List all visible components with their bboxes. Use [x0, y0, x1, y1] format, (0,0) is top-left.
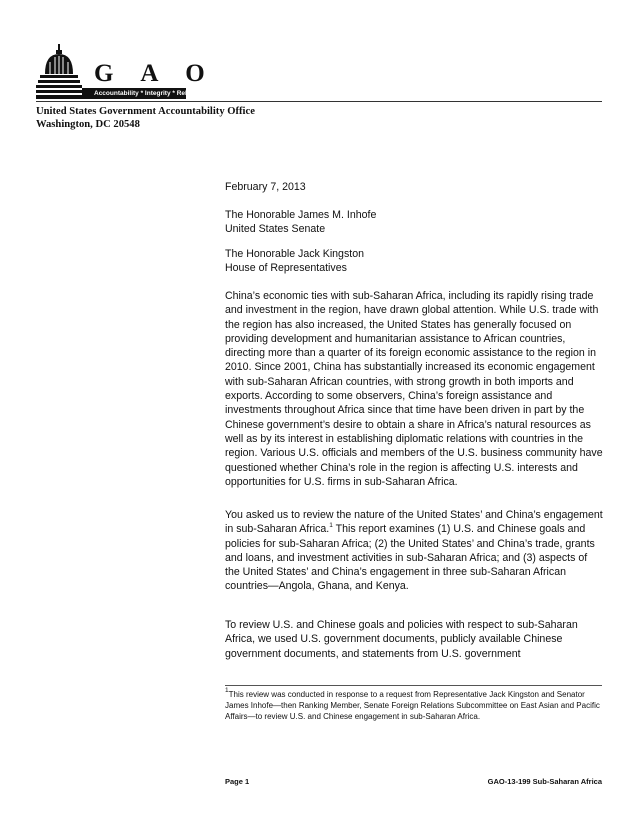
addressee-1-org: United States Senate [225, 223, 326, 236]
paragraph-2-text-a: You asked us to review the nature of the United States’ and China’s engagement in sub-Saharan Africa. [225, 509, 603, 536]
agency-name: United States Government Accountability Office [36, 106, 255, 117]
header-rule [36, 101, 602, 102]
paragraph-2-text-b: This report examines (1) U.S. and Chinese goals and policies for sub-Saharan Africa; (2) the United States’ and China’s trade, grants and loans, and investment activities in sub-Saharan Africa; and (3) aspects of the United States’ and China’s engagement in three sub-Saharan African countries—Angola, Ghana, and Kenya. [225, 523, 595, 593]
footnote-rule [225, 685, 602, 686]
agency-address: Washington, DC 20548 [36, 118, 140, 130]
addressee-2-name: The Honorable Jack Kingston [225, 248, 364, 260]
report-id: GAO-13-199 Sub-Saharan Africa [487, 777, 602, 786]
paragraph-2 [225, 508, 603, 594]
addressee-2 [225, 247, 603, 276]
footnote-text: This review was conducted in response to a request from Representative Jack Kingston and Senator James Inhofe—then Ranking Member, Senate Foreign Relations Subcommittee on East Asian and Pacific Affairs—to review U.S. and Chinese engagement in sub-Saharan Africa. [225, 690, 600, 721]
paragraph-1 [225, 289, 603, 489]
paragraph-1-text: China’s economic ties with sub-Saharan Africa, including its rapidly rising trade and investment in the region, have drawn global attention. While U.S. trade with the region has also increased, the United States has generally focused on providing development and humanitarian assistance to African countries, directing more than a quarter of its foreign economic assistance to the region in 2010. Since 2001, China has substantially increased its economic engagement with sub-Saharan African countries, with strong growth in both imports and exports. According to some observers, China’s foreign assistance and investments throughout Africa since that time have been driven in part by the Chinese government’s desire to obtain a share in Africa’s natural resources as well as by its interest in establishing diplomatic relations with countries in the region. Various U.S. officials and members of the U.S. business community have questioned whether China’s role in the region is affecting U.S. interests and opportunities for U.S. firms in sub-Saharan Africa. [225, 290, 603, 488]
paragraph-3 [225, 618, 603, 661]
paragraph-3-text: To review U.S. and Chinese goals and policies with respect to sub-Saharan Africa, we used U.S. government documents, publicly available Chinese government documents, and statements from U.S. government [225, 619, 578, 660]
addressee-1-name: The Honorable James M. Inhofe [225, 209, 377, 221]
agency-block [36, 106, 255, 131]
letter-date: February 7, 2013 [225, 181, 306, 193]
addressee-2-org: House of Representatives [225, 262, 347, 275]
gao-tagline: Accountability * Integrity * Reliability [94, 90, 208, 97]
footnote-ref[interactable]: 1 [329, 521, 333, 529]
footnote [225, 687, 603, 722]
footnote-number: 1 [225, 687, 229, 695]
gao-wordmark: G A O [94, 60, 216, 87]
page-number: Page 1 [225, 777, 250, 786]
addressee-1 [225, 208, 603, 237]
